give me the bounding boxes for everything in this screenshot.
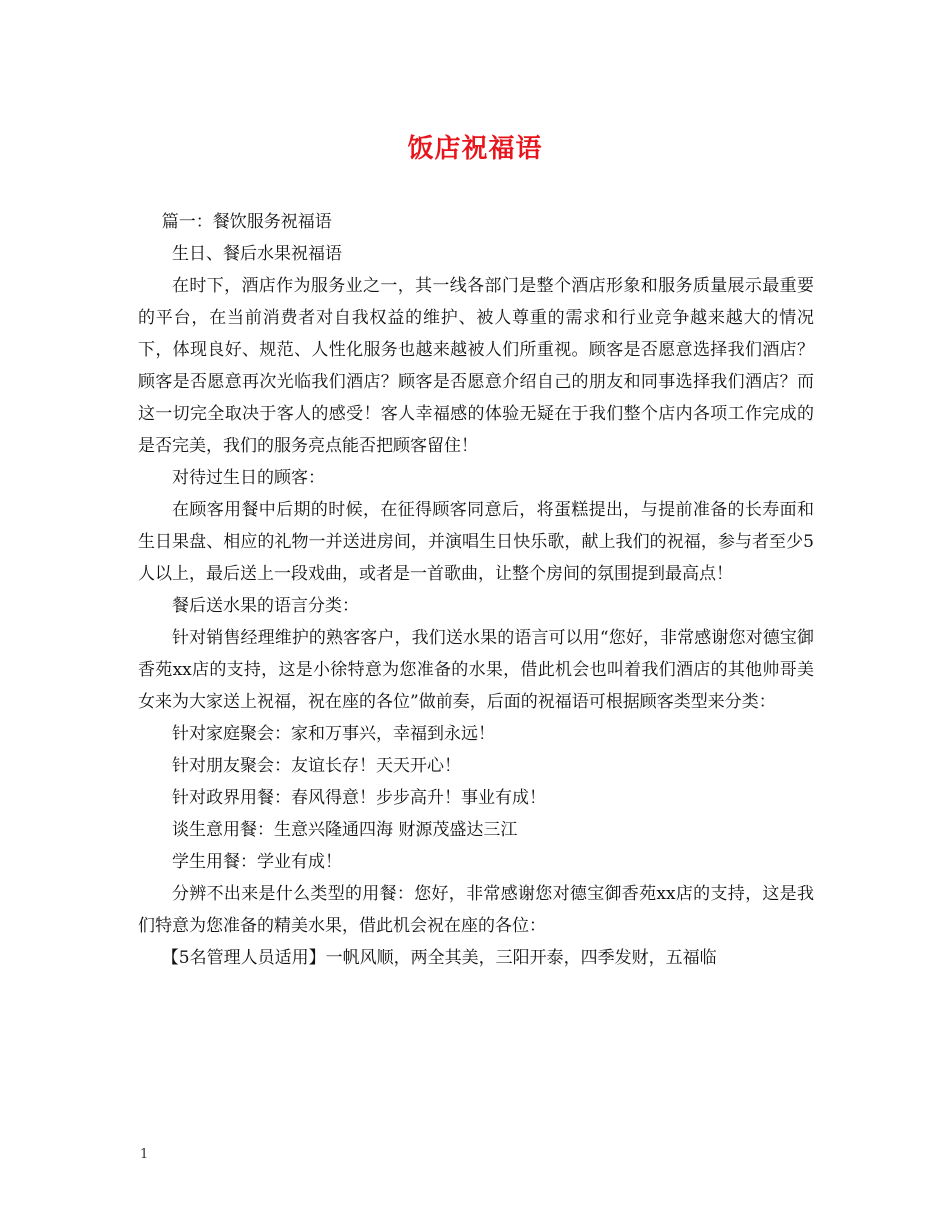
page-number: 1	[140, 1147, 149, 1162]
section-heading: 篇一：餐饮服务祝福语	[161, 212, 332, 232]
paragraph-management: 【5名管理人员适用】一帆风顺，两全其美，三阳开泰，四季发财，五福临	[161, 948, 717, 968]
page-title: 饭店祝福语	[407, 134, 543, 164]
document-body	[138, 206, 814, 974]
paragraph-fruit-heading: 餐后送水果的语言分类：	[172, 596, 359, 616]
list-item: 针对朋友聚会：友谊长存！天天开心！	[172, 756, 461, 776]
paragraph-birthday: 在顾客用餐中后期的时候，在征得顾客同意后，将蛋糕提出，与提前准备的长寿面和生日果盘、相应的礼物一并送进房间，并演唱生日快乐歌，献上我们的祝福，参与者至少5人以上，最后送上一段戏曲，或者是一首歌曲，让整个房间的氛围提到最高点！	[138, 500, 814, 584]
list-item: 针对政界用餐：春风得意！步步高升！事业有成！	[172, 788, 546, 808]
list-item: 谈生意用餐：生意兴隆通四海 财源茂盛达三江	[172, 820, 518, 840]
paragraph-intro: 在时下，酒店作为服务业之一，其一线各部门是整个酒店形象和服务质量展示最重要的平台，在当前消费者对自我权益的维护、被人尊重的需求和行业竞争越来越大的情况下，体现良好、规范、人性化服务也越来越被人们所重视。顾客是否愿意选择我们酒店？顾客是否愿意再次光临我们酒店？顾客是否愿意介绍自己的朋友和同事选择我们酒店？而这一切完全取决于客人的感受！客人幸福感的体验无疑在于我们整个店内各项工作完成的是否完美，我们的服务亮点能否把顾客留住！	[138, 276, 814, 456]
paragraph-unknown-type: 分辨不出来是什么类型的用餐：您好，非常感谢您对德宝御香苑xx店的支持，这是我们特意为您准备的精美水果，借此机会祝在座的各位：	[138, 884, 814, 936]
list-item: 学生用餐：学业有成！	[172, 852, 342, 872]
list-item: 针对家庭聚会：家和万事兴，幸福到永远！	[172, 724, 495, 744]
subheading: 生日、餐后水果祝福语	[172, 244, 342, 264]
paragraph-fruit-intro: 针对销售经理维护的熟客客户，我们送水果的语言可以用“您好，非常感谢您对德宝御香苑xx店的支持，这是小徐特意为您准备的水果，借此机会也叫着我们酒店的其他帅哥美女来为大家送上祝福，祝在座的各位”做前奏，后面的祝福语可根据顾客类型来分类：	[138, 628, 814, 712]
paragraph-birthday-heading: 对待过生日的顾客：	[172, 468, 325, 488]
